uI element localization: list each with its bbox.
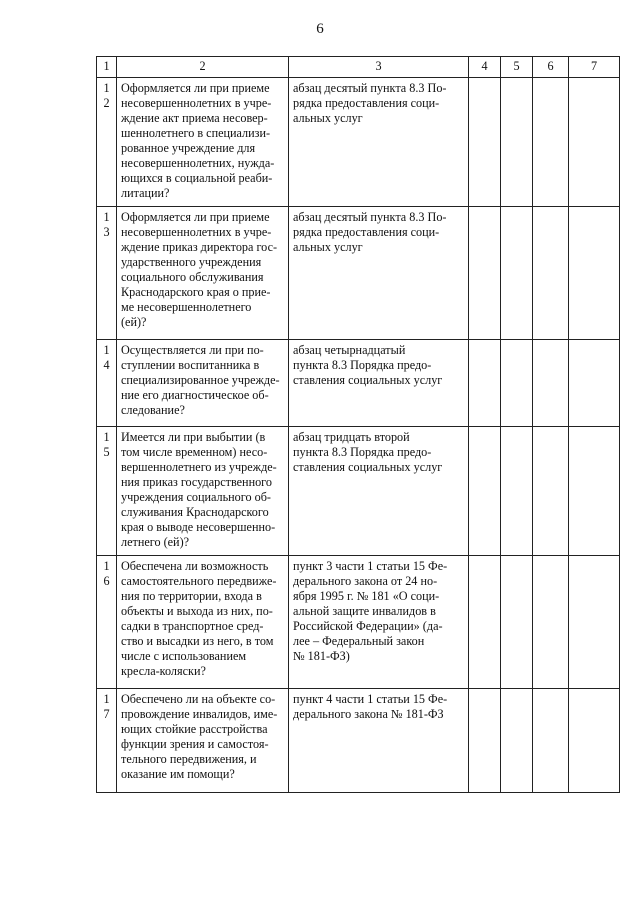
row-reference: пункт 4 части 1 статьи 15 Фе- дерального закона № 181-ФЗ [289,689,469,793]
page-number: 6 [316,21,324,37]
cell-col-7 [569,427,620,556]
checklist-table [96,56,620,793]
row-number: 12 [97,78,117,207]
row-number: 17 [97,689,117,793]
header-col-2: 2 [117,57,289,78]
header-col-4: 4 [469,57,501,78]
row-reference: абзац десятый пункта 8.3 По- рядка предоставления соци- альных услуг [289,207,469,340]
cell-col-7 [569,207,620,340]
row-number: 15 [97,427,117,556]
header-col-7: 7 [569,57,620,78]
cell-col-6 [533,689,569,793]
cell-col-7 [569,689,620,793]
table-row [97,689,620,793]
cell-col-4 [469,427,501,556]
cell-col-5 [501,340,533,427]
table-row [97,207,620,340]
cell-col-6 [533,340,569,427]
cell-col-5 [501,689,533,793]
cell-col-6 [533,207,569,340]
cell-col-7 [569,556,620,689]
cell-col-4 [469,556,501,689]
cell-col-4 [469,78,501,207]
row-reference: пункт 3 части 1 статьи 15 Фе- дерального закона от 24 но- ября 1995 г. № 181 «О соци- альной защите инвалидов в Российской Федерации» (да- лее – Федеральный закон № 181-ФЗ) [289,556,469,689]
cell-col-5 [501,427,533,556]
table-header-row [97,57,620,78]
header-col-1: 1 [97,57,117,78]
row-question: Оформляется ли при приеме несовершеннолетних в учре- ждение акт приема несовер- шеннолетнего в специализи- рованное учреждение для несовершеннолетних, нужда- ющихся в социальной реаби- литации? [117,78,289,207]
cell-col-6 [533,78,569,207]
cell-col-4 [469,340,501,427]
row-reference: абзац тридцать второй пункта 8.3 Порядка предо- ставления социальных услуг [289,427,469,556]
row-question: Оформляется ли при приеме несовершеннолетних в учре- ждение приказ директора гос- ударственного учреждения социального обслуживания Краснодарского края о прие- ме несовершеннолетнего (ей)? [117,207,289,340]
row-question: Осуществляется ли при по- ступлении воспитанника в специализированное учрежде- ние его диагностическое об- следование? [117,340,289,427]
cell-col-5 [501,207,533,340]
cell-col-5 [501,556,533,689]
cell-col-5 [501,78,533,207]
header-col-6: 6 [533,57,569,78]
table-row [97,556,620,689]
cell-col-6 [533,427,569,556]
header-col-5: 5 [501,57,533,78]
row-number: 16 [97,556,117,689]
row-reference: абзац десятый пункта 8.3 По- рядка предоставления соци- альных услуг [289,78,469,207]
row-number: 14 [97,340,117,427]
cell-col-6 [533,556,569,689]
row-number: 13 [97,207,117,340]
cell-col-7 [569,78,620,207]
header-col-3: 3 [289,57,469,78]
table-row [97,427,620,556]
cell-col-4 [469,689,501,793]
table-row [97,78,620,207]
cell-col-7 [569,340,620,427]
row-question: Обеспечена ли возможность самостоятельного передвиже- ния по территории, входа в объекты и выхода из них, по- садки в транспортное сред- ство и высадки из него, в том числе с использованием кресла-коляски? [117,556,289,689]
row-reference: абзац четырнадцатый пункта 8.3 Порядка предо- ставления социальных услуг [289,340,469,427]
row-question: Обеспечено ли на объекте со- провождение инвалидов, име- ющих стойкие расстройства функции зрения и самостоя- тельного передвижения, и оказание им помощи? [117,689,289,793]
cell-col-4 [469,207,501,340]
row-question: Имеется ли при выбытии (в том числе временном) несо- вершеннолетнего из учрежде- ния приказ государственного учреждения социального об- служивания Краснодарского края о выводе несовершенно- летнего (ей)? [117,427,289,556]
table-row [97,340,620,427]
